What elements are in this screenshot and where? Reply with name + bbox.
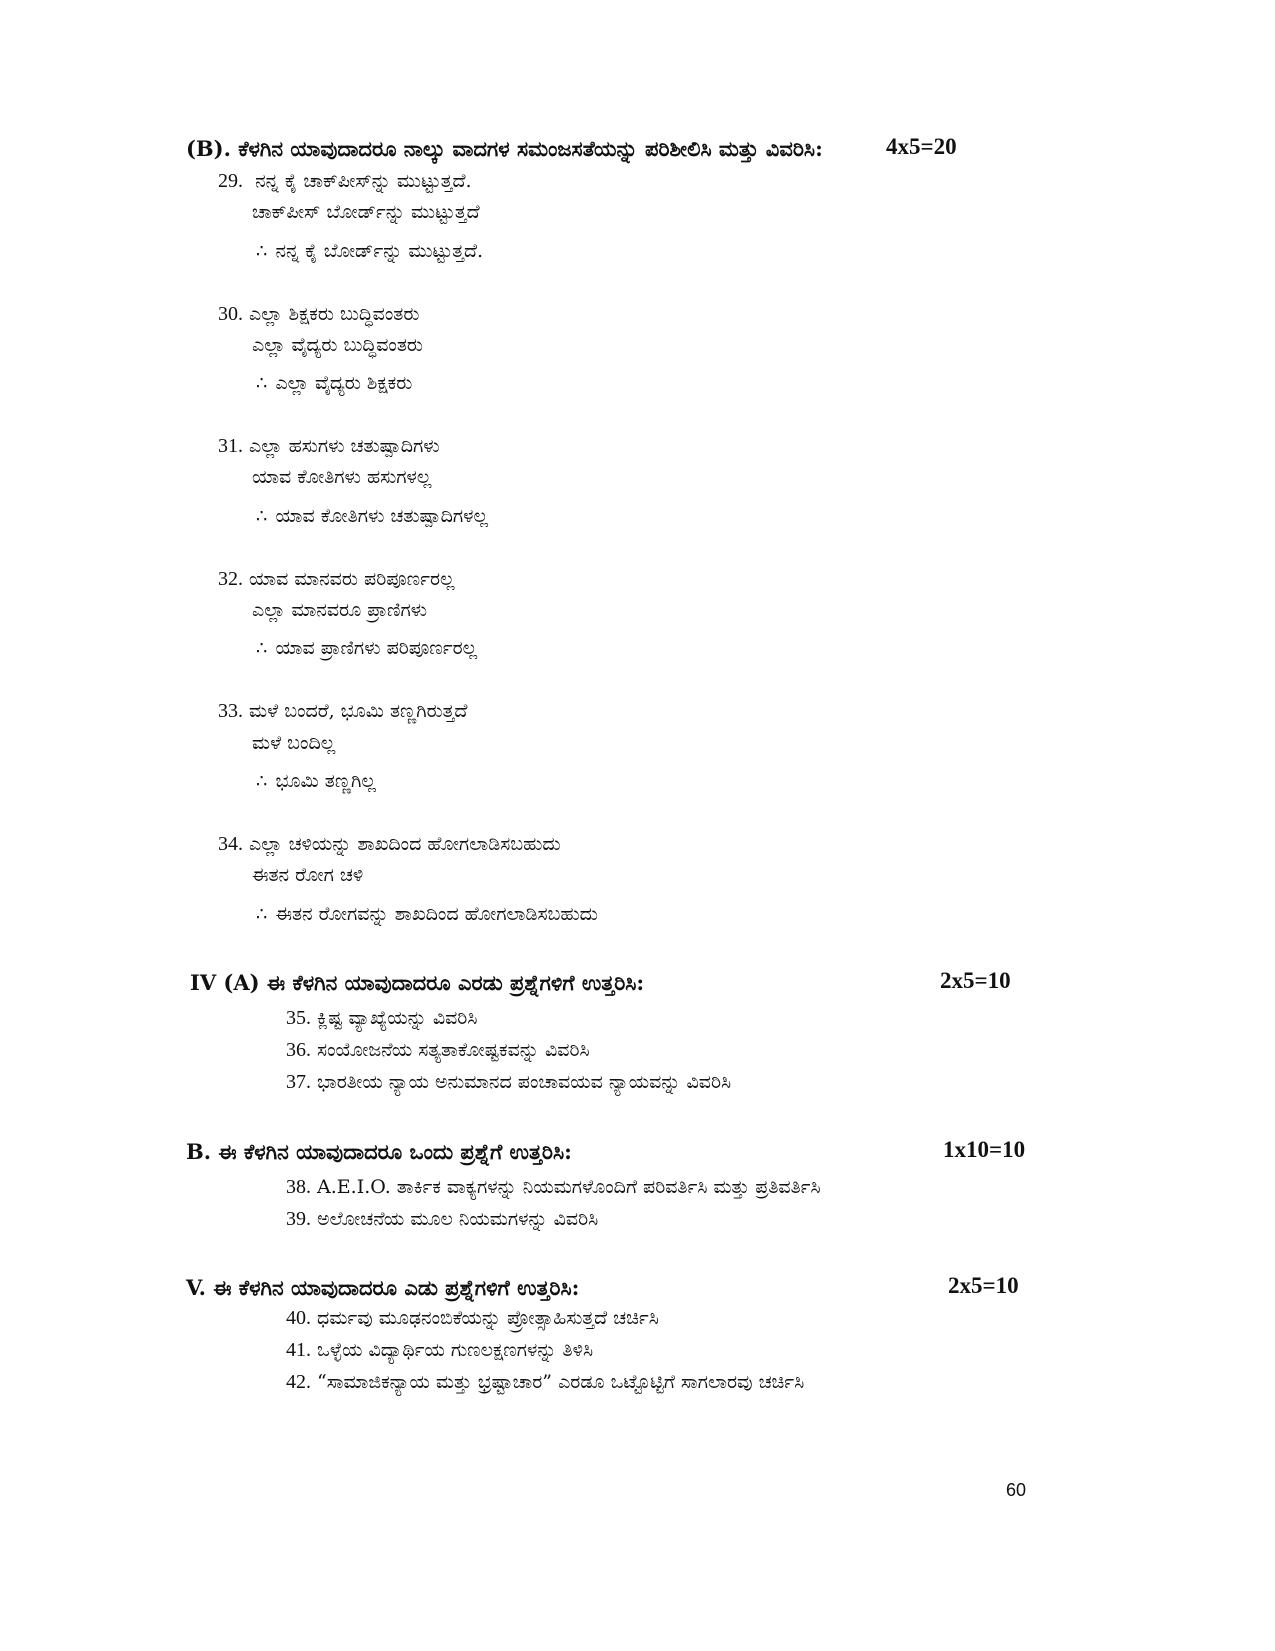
argument-31-premise1 — [218, 435, 440, 458]
argument-33-conclusion — [256, 770, 376, 792]
question-text: ಅಲೋಚನೆಯ ಮೂಲ ನಿಯಮಗಳನ್ನು ವಿವರಿಸಿ — [317, 1208, 599, 1230]
premise-text: ಎಲ್ಲಾ ಚಳಿಯನ್ನು ಶಾಖದಿಂದ ಹೋಗಲಾಡಿಸಬಹುದು — [249, 833, 561, 855]
argument-30-premise2: ಎಲ್ಲಾ ವೈದ್ಯರು ಬುದ್ಧಿವಂತರು — [252, 334, 423, 356]
question-text: ಕ್ಲಿಷ್ಟ ವ್ಯಾಖ್ಯೆಯನ್ನು ವಿವರಿಸಿ — [317, 1007, 478, 1029]
question-number: 35. — [286, 1007, 311, 1029]
premise-text: ಮಳೆ ಬಂದರೆ, ಭೂಮಿ ತಣ್ಣಗಿರುತ್ತದೆ — [249, 700, 468, 722]
question-number: 40. — [286, 1307, 311, 1329]
argument-29-conclusion — [256, 240, 483, 262]
argument-32-premise2: ಎಲ್ಲಾ ಮಾನವರೂ ಪ್ರಾಣಿಗಳು — [252, 599, 428, 621]
question-35 — [286, 1007, 477, 1030]
argument-34-premise1 — [218, 833, 561, 856]
question-text: ಸಂಯೋಜನೆಯ ಸತ್ಯತಾಕೋಷ್ಟಕವನ್ನು ವಿವರಿಸಿ — [317, 1039, 590, 1061]
question-40 — [286, 1307, 659, 1330]
premise-text: ಎಲ್ಲಾ ಶಿಕ್ಷಕರು ಬುದ್ಧಿವಂತರು — [249, 303, 420, 325]
conclusion-text: ಈತನ ರೋಗವನ್ನು ಶಾಖದಿಂದ ಹೋಗಲಾಡಿಸಬಹುದು — [275, 903, 598, 925]
premise-text: ಎಲ್ಲಾ ಹಸುಗಳು ಚತುಷ್ಪಾದಿಗಳು — [249, 435, 440, 457]
question-37 — [286, 1071, 731, 1094]
question-36 — [286, 1039, 590, 1062]
therefore-symbol: ∴ — [256, 638, 268, 659]
section-ivb-title: B. ಈ ಕೆಳಗಿನ ಯಾವುದಾದರೂ ಒಂದು ಪ್ರಶ್ನೆಗೆ ಉತ್ತರಿಸಿ: — [186, 1139, 572, 1164]
conclusion-text: ಭೂಮಿ ತಣ್ಣಗಿಲ್ಲ — [275, 770, 376, 792]
argument-29-premise2: ಚಾಕ್‌ಪೀಸ್ ಬೋರ್ಡ್‌ನ್ನು ಮುಟ್ಟುತ್ತದೆ — [252, 201, 480, 223]
question-number: 37. — [286, 1071, 311, 1093]
question-number: 38. — [286, 1176, 311, 1198]
conclusion-text: ಎಲ್ಲಾ ವೈದ್ಯರು ಶಿಕ್ಷಕರು — [275, 372, 413, 394]
argument-34-conclusion — [256, 903, 598, 925]
argument-33-premise1 — [218, 700, 467, 723]
premise-text: ಯಾವ ಮಾನವರು ಪರಿಪೂರ್ಣರಲ್ಲ — [249, 568, 455, 590]
argument-number: 31. — [218, 435, 243, 457]
argument-number: 32. — [218, 568, 243, 590]
question-number: 42. — [286, 1371, 311, 1393]
question-number: 41. — [286, 1339, 311, 1361]
conclusion-text: ನನ್ನ ಕೈ ಬೋರ್ಡ್‌ನ್ನು ಮುಟ್ಟುತ್ತದೆ. — [275, 240, 484, 262]
section-v-title: V. ಈ ಕೆಳಗಿನ ಯಾವುದಾದರೂ ಎಡು ಪ್ರಶ್ನೆಗಳಿಗೆ ಉತ್ತರಿಸಿ: — [186, 1275, 580, 1300]
question-text: A.E.I.O. ತಾರ್ಕಿಕ ವಾಕ್ಯಗಳನ್ನು ನಿಯಮಗಳೊಂದಿಗೆ ಪರಿವರ್ತಿಸಿ ಮತ್ತು ಪ್ರತಿವರ್ತಿಸಿ — [317, 1176, 821, 1198]
argument-number: 33. — [218, 700, 243, 722]
therefore-symbol: ∴ — [256, 241, 268, 262]
question-text: ಧರ್ಮವು ಮೂಢನಂಬಿಕೆಯನ್ನು ಪ್ರೋತ್ಸಾಹಿಸುತ್ತದೆ ಚರ್ಚಿಸಿ — [317, 1307, 659, 1329]
argument-31-conclusion — [256, 505, 488, 527]
question-39 — [286, 1208, 598, 1231]
section-v-marks: 2x5=10 — [948, 1273, 1019, 1298]
question-41 — [286, 1339, 593, 1362]
question-number: 39. — [286, 1208, 311, 1230]
question-42 — [286, 1371, 804, 1394]
argument-number: 34. — [218, 833, 243, 855]
argument-30-conclusion — [256, 372, 412, 394]
argument-number: 29. — [218, 170, 243, 192]
therefore-symbol: ∴ — [256, 771, 268, 792]
conclusion-text: ಯಾವ ಪ್ರಾಣಿಗಳು ಪರಿಪೂರ್ಣರಲ್ಲ — [275, 637, 478, 659]
argument-number: 30. — [218, 303, 243, 325]
section-iva-marks: 2x5=10 — [940, 968, 1011, 993]
section-b-marks: 4x5=20 — [886, 134, 957, 159]
argument-29-premise1 — [218, 170, 472, 193]
question-38 — [286, 1176, 821, 1199]
page-number: 60 — [1006, 1480, 1027, 1500]
section-ivb-marks: 1x10=10 — [943, 1137, 1026, 1162]
section-b-title: (B). ಕೆಳಗಿನ ಯಾವುದಾದರೂ ನಾಲ್ಕು ವಾದಗಳ ಸಮಂಜಸತೆಯನ್ನು ಪರಿಶೀಲಿಸಿ ಮತ್ತು ವಿವರಿಸಿ: — [186, 136, 823, 161]
therefore-symbol: ∴ — [256, 373, 268, 394]
argument-34-premise2: ಈತನ ರೋಗ ಚಳಿ — [252, 864, 364, 886]
argument-30-premise1 — [218, 303, 419, 326]
conclusion-text: ಯಾವ ಕೋತಿಗಳು ಚತುಷ್ಪಾದಿಗಳಲ್ಲ — [275, 505, 489, 527]
premise-text: ನನ್ನ ಕೈ ಚಾಕ್‌ಪೀಸ್‌ನ್ನು ಮುಟ್ಟುತ್ತದೆ. — [255, 170, 472, 192]
therefore-symbol: ∴ — [256, 904, 268, 925]
question-text: ಭಾರತೀಯ ನ್ಯಾಯ ಅನುಮಾನದ ಪಂಚಾವಯವ ನ್ಯಾಯವನ್ನು ವಿವರಿಸಿ — [317, 1071, 732, 1093]
section-iva-title: IV (A) ಈ ಕೆಳಗಿನ ಯಾವುದಾದರೂ ಎರಡು ಪ್ರಶ್ನೆಗಳಿಗೆ ಉತ್ತರಿಸಿ: — [190, 970, 645, 995]
argument-33-premise2: ಮಳೆ ಬಂದಿಲ್ಲ — [252, 732, 336, 754]
argument-31-premise2: ಯಾವ ಕೋತಿಗಳು ಹಸುಗಳಲ್ಲ — [252, 466, 432, 488]
argument-32-premise1 — [218, 568, 455, 591]
question-text: ಒಳ್ಳೆಯ ವಿದ್ಯಾರ್ಥಿಯ ಗುಣಲಕ್ಷಣಗಳನ್ನು ತಿಳಿಸಿ — [317, 1339, 594, 1361]
question-number: 36. — [286, 1039, 311, 1061]
question-text: “ಸಾಮಾಜಿಕನ್ಯಾಯ ಮತ್ತು ಭ್ರಷ್ಟಾಚಾರ” ಎರಡೂ ಒಟ್ಟೊಟ್ಟಿಗೆ ಸಾಗಲಾರವು ಚರ್ಚಿಸಿ — [317, 1371, 805, 1393]
argument-32-conclusion — [256, 637, 477, 659]
therefore-symbol: ∴ — [256, 506, 268, 527]
